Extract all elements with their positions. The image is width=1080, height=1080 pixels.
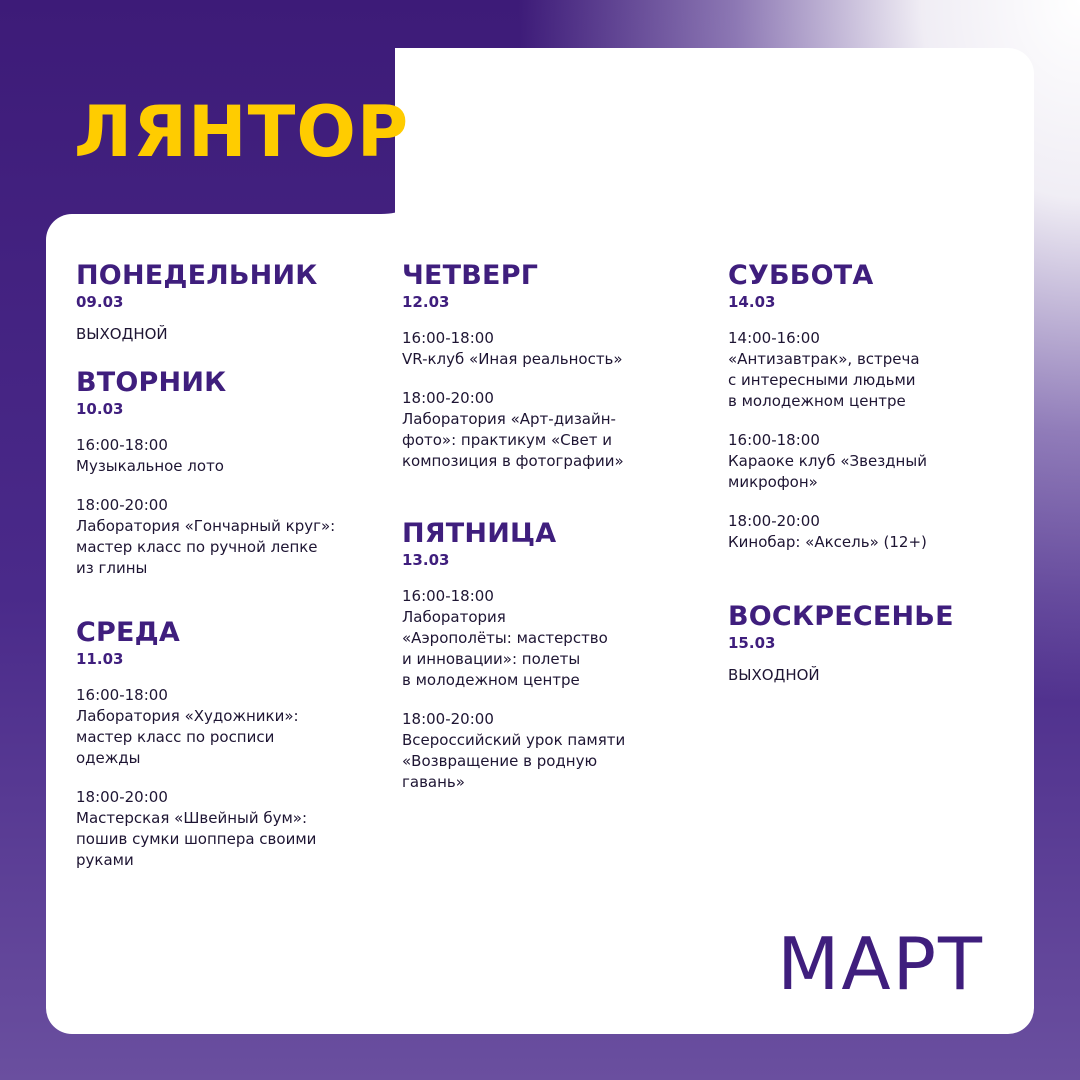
day-name: СРЕДА bbox=[76, 617, 180, 648]
event-description: Лаборатория «Гончарный круг»: мастер класс по ручной лепке из глины bbox=[76, 517, 336, 577]
event-item bbox=[728, 511, 1028, 553]
day-off-label: ВЫХОДНОЙ bbox=[728, 666, 820, 684]
event-item bbox=[76, 787, 376, 871]
day-name: ВОСКРЕСЕНЬЕ bbox=[728, 601, 954, 632]
day-name: ЧЕТВЕРГ bbox=[402, 260, 539, 291]
day-monday bbox=[76, 262, 376, 345]
event-item bbox=[728, 430, 1028, 493]
day-date: 09.03 bbox=[76, 293, 124, 311]
event-time: 16:00-18:00 bbox=[402, 587, 494, 605]
event-item bbox=[402, 586, 702, 691]
card-tab bbox=[395, 48, 1034, 268]
city-title: ЛЯНТОР bbox=[74, 91, 410, 173]
event-description: Лаборатория «Художники»: мастер класс по росписи одежды bbox=[76, 707, 299, 767]
event-item bbox=[402, 709, 702, 793]
event-item bbox=[76, 435, 376, 477]
event-time: 14:00-16:00 bbox=[728, 329, 820, 347]
event-time: 16:00-18:00 bbox=[402, 329, 494, 347]
day-sunday bbox=[728, 603, 1028, 686]
event-time: 16:00-18:00 bbox=[728, 431, 820, 449]
day-date: 11.03 bbox=[76, 650, 124, 668]
event-item bbox=[76, 495, 376, 579]
day-date: 15.03 bbox=[728, 634, 776, 652]
schedule-column-1 bbox=[76, 262, 376, 871]
day-date: 12.03 bbox=[402, 293, 450, 311]
event-time: 16:00-18:00 bbox=[76, 686, 168, 704]
event-time: 16:00-18:00 bbox=[76, 436, 168, 454]
event-description: Всероссийский урок памяти «Возвращение в родную гавань» bbox=[402, 731, 626, 791]
event-description: Музыкальное лото bbox=[76, 457, 224, 475]
day-date: 10.03 bbox=[76, 400, 124, 418]
event-description: VR-клуб «Иная реальность» bbox=[402, 350, 623, 368]
day-saturday bbox=[728, 262, 1028, 553]
schedule-column-2 bbox=[402, 262, 702, 793]
event-item bbox=[402, 328, 702, 370]
event-item bbox=[402, 388, 702, 472]
schedule-column-3 bbox=[728, 262, 1028, 686]
event-description: Кинобар: «Аксель» (12+) bbox=[728, 533, 927, 551]
event-description: Лаборатория «Арт-дизайн- фото»: практикум «Свет и композиция в фотографии» bbox=[402, 410, 624, 470]
event-time: 18:00-20:00 bbox=[402, 710, 494, 728]
event-time: 18:00-20:00 bbox=[402, 389, 494, 407]
day-tuesday bbox=[76, 369, 376, 579]
event-description: Мастерская «Швейный бум»: пошив сумки шоппера своими руками bbox=[76, 809, 317, 869]
day-date: 14.03 bbox=[728, 293, 776, 311]
day-date: 13.03 bbox=[402, 551, 450, 569]
event-time: 18:00-20:00 bbox=[76, 496, 168, 514]
day-wednesday bbox=[76, 619, 376, 871]
event-description: Лаборатория «Аэрополёты: мастерство и инновации»: полеты в молодежном центре bbox=[402, 608, 608, 689]
day-name: СУББОТА bbox=[728, 260, 874, 291]
event-item bbox=[728, 328, 1028, 412]
day-friday bbox=[402, 520, 702, 793]
day-off-label: ВЫХОДНОЙ bbox=[76, 325, 168, 343]
event-item bbox=[76, 685, 376, 769]
month-title: МАРТ bbox=[777, 922, 984, 1006]
day-thursday bbox=[402, 262, 702, 472]
day-name: ВТОРНИК bbox=[76, 367, 227, 398]
event-time: 18:00-20:00 bbox=[76, 788, 168, 806]
day-name: ПОНЕДЕЛЬНИК bbox=[76, 260, 318, 291]
event-time: 18:00-20:00 bbox=[728, 512, 820, 530]
event-description: Караоке клуб «Звездный микрофон» bbox=[728, 452, 927, 491]
day-name: ПЯТНИЦА bbox=[402, 518, 557, 549]
event-description: «Антизавтрак», встреча с интересными людьми в молодежном центре bbox=[728, 350, 920, 410]
